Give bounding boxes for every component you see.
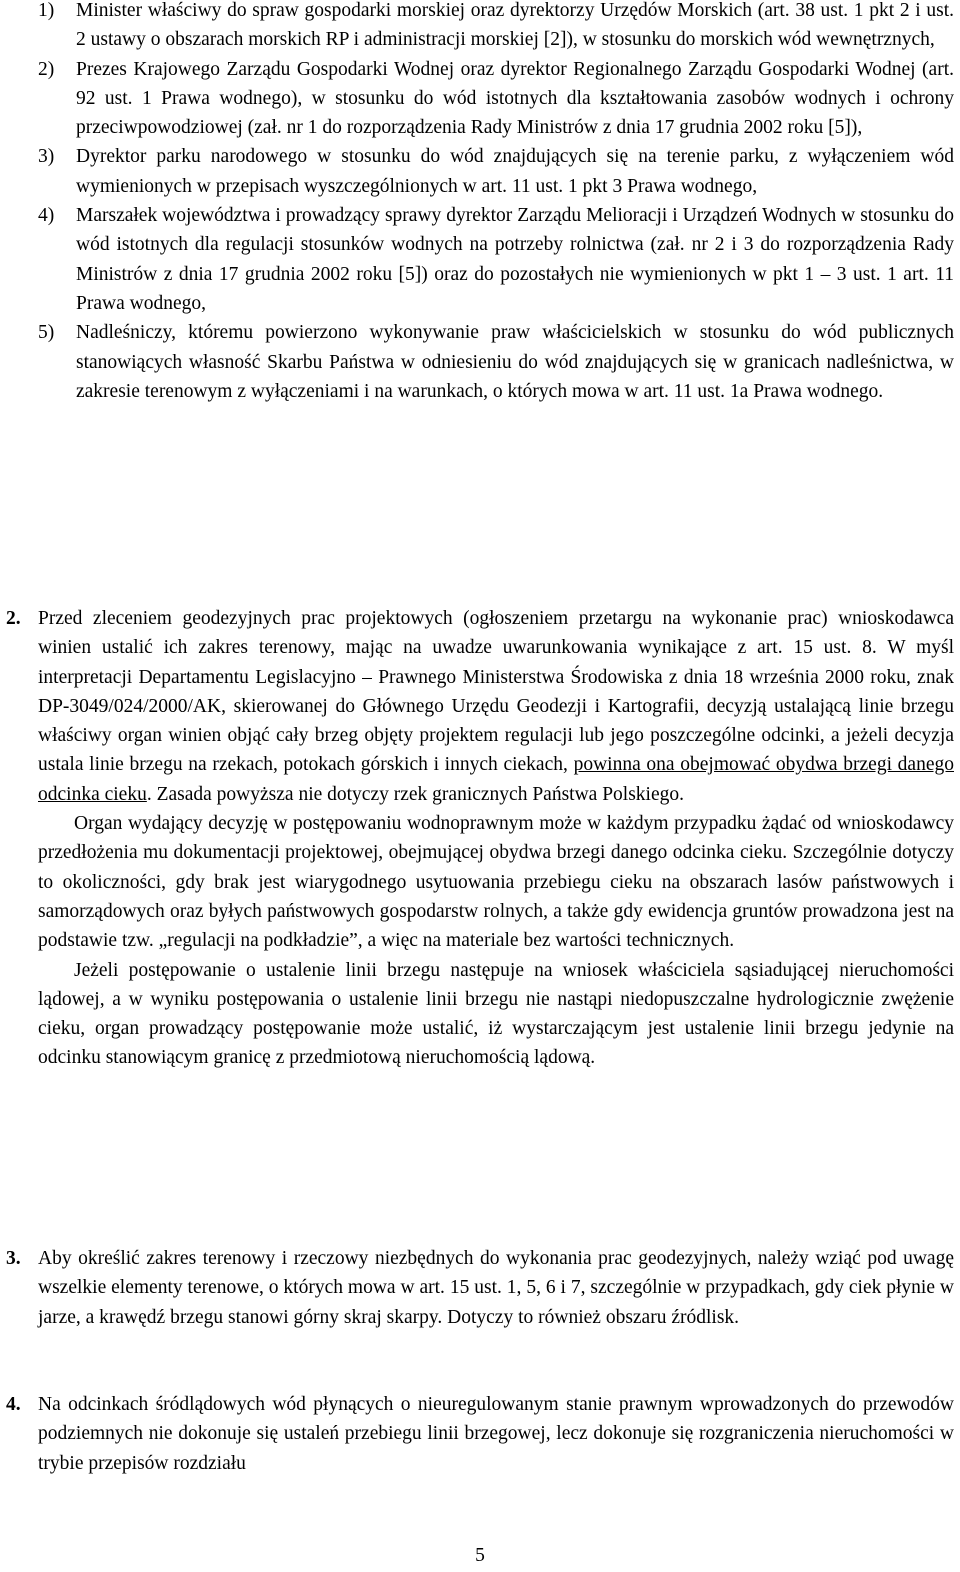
paragraph: Jeżeli postępowanie o ustalenie linii brzegu następuje na wniosek właściciela sąsiadującej nieruchomości lądowej, a w wyniku postępowania o ustalenie linii brzegu nie nastąpi niedopuszczalne hydrologicznie zwężenie cieku, organ prowadzący postępowanie może ustalić, iż wystarczającym jest ustalenie linii brzegu jedynie na odcinku stanowiącym granicę z przedmiotową nieruchomością lądową. <box>38 959 954 1069</box>
list-item-number: 5) <box>38 322 55 344</box>
paragraph-text: Przed zleceniem geodezyjnych prac projektowych (ogłoszeniem przetargu na wykonanie prac) wnioskodawca winien ustalić ich zakres terenowy, mając na uwadze uwarunkowania wynikające z art. 15 ust. 8. W myśl interpretacji Departamentu Legislacyjno – Prawnego Ministerstwa Środowiska z dnia 18 września 2000 roku, znak DP-3049/024/2000/AK, skierowanej do Głównego Urzędu Geodezji i Kartografii, decyzją ustalającą linie brzegu właściwy organ winien objąć cały brzeg objęty projektem regulacji lub jego poszczególne odcinki, a jeżeli decyzja ustala linie brzegu na rzekach, potokach górskich i innych ciekach, <box>38 608 954 776</box>
list-item <box>6 318 954 406</box>
section-body <box>6 1390 954 1478</box>
list-item-number: 4) <box>38 205 55 227</box>
underlined-text: powinna ona obejmować obydwa brzegi danego odcinka cieku <box>38 754 954 805</box>
section-number: 3. <box>6 1248 21 1269</box>
paragraph-text: . Zasada powyższa nie dotyczy rzek granicznych Państwa Polskiego. <box>146 783 684 805</box>
list-item-text: Dyrektor parku narodowego w stosunku do wód znajdujących się na terenie parku, z wyłączeniem wód wymienionych w przepisach wyszczególnionych w art. 11 ust. 1 pkt 3 Prawa wodnego, <box>76 146 954 197</box>
list-item <box>6 142 954 201</box>
paragraph: Organ wydający decyzję w postępowaniu wodnoprawnym może w każdym przypadku żądać od wnioskodawcy przedłożenia mu dokumentacji projektowej, obejmującej obydwa brzegi danego odcinka cieku. Szczególnie dotyczy to okoliczności, gdy brak jest wiarygodnego usytuowania przebiegu cieku na obszarach lasów państwowych i samorządowych oraz byłych państwowych gospodarstw rolnych, a także gdy ewidencja gruntów prowadzona jest na podstawie tzw. „regulacji na podkładzie”, a więc na materiale bez wartości technicznych. <box>38 813 954 952</box>
section-body <box>6 604 954 1073</box>
list-item-text: Nadleśniczy, któremu powierzono wykonywanie praw właścicielskich w stosunku do wód publicznych stanowiących własność Skarbu Państwa w odniesieniu do wód znajdujących się w granicach nadleśnictwa, w zakresie terenowym z wyłączeniami i na warunkach, o których mowa w art. 11 ust. 1a Prawa wodnego. <box>76 322 954 402</box>
list-item-number: 3) <box>38 146 55 168</box>
list-item-text: Prezes Krajowego Zarządu Gospodarki Wodnej oraz dyrektor Regionalnego Zarządu Gospodarki Wodnej (art. 92 ust. 1 Prawa wodnego), w stosunku do wód istotnych dla kształtowania zasobów wodnych i ochrony przeciwpowodziowej (zał. nr 1 do rozporządzenia Rady Ministrów z dnia 17 grudnia 2002 roku [5]), <box>76 58 954 139</box>
paragraph <box>38 604 954 809</box>
list-item <box>6 0 954 55</box>
authority-list <box>6 0 954 406</box>
section-3 <box>6 1244 954 1332</box>
list-item <box>6 201 954 318</box>
paragraph: Aby określić zakres terenowy i rzeczowy niezbędnych do wykonania prac geodezyjnych, należy wziąć pod uwagę wszelkie elementy terenowe, o których mowa w art. 15 ust. 1, 5, 6 i 7, szczególnie w przypadkach, gdy ciek płynie w jarze, a krawędź brzegu stanowi górny skraj skarpy. Dotyczy to również obszaru źródlisk. <box>38 1248 954 1328</box>
section-number: 4. <box>6 1394 21 1415</box>
list-item-number: 1) <box>38 0 55 21</box>
page-number: 5 <box>475 1545 485 1566</box>
section-4 <box>6 1390 954 1478</box>
section-2 <box>6 604 954 1073</box>
paragraph: Na odcinkach śródlądowych wód płynących o nieuregulowanym stanie prawnym wprowadzonych do przewodów podziemnych nie dokonuje się ustaleń przebiegu linii brzegowej, lecz dokonuje się rozgraniczenia nieruchomości w trybie przepisów rozdziału <box>38 1394 954 1474</box>
list-item-text: Marszałek województwa i prowadzący sprawy dyrektor Zarządu Melioracji i Urządzeń Wodnych w stosunku do wód istotnych dla regulacji stosunków wodnych na potrzeby rolnictwa (zał. nr 2 i 3 do rozporządzenia Rady Ministrów z dnia 17 grudnia 2002 roku [5]) oraz do pozostałych nie wymienionych w pkt 1 – 3 ust. 1 art. 11 Prawa wodnego, <box>76 205 954 314</box>
section-body <box>6 1244 954 1332</box>
list-item <box>6 55 954 143</box>
section-number: 2. <box>6 608 21 629</box>
list-item-number: 2) <box>38 58 55 80</box>
list-item-text: Minister właściwy do spraw gospodarki morskiej oraz dyrektorzy Urzędów Morskich (art. 38 ust. 1 pkt 2 i ust. 2 ustawy o obszarach morskich RP i administracji morskiej [2]), w stosunku do morskich wód wewnętrznych, <box>76 0 954 51</box>
